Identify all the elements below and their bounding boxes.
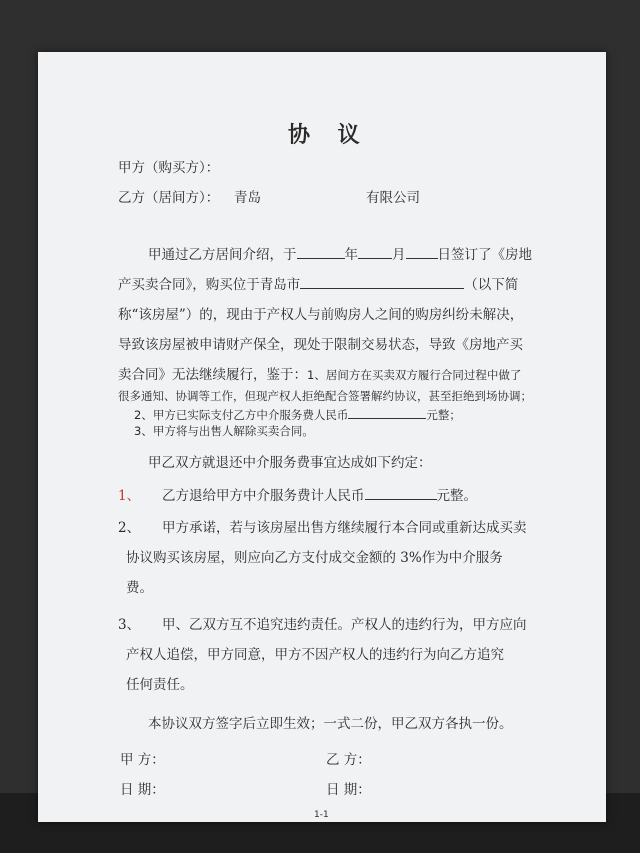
day-blank (406, 244, 438, 259)
party-b-company: 有限公司 (366, 190, 420, 206)
p1-line1 (148, 243, 532, 263)
p1-line3: 称“该房屋”）的，现由于产权人与前购房人之间的购房纠纷未解决， (118, 307, 524, 323)
clause-1-body: 乙方退给甲方中介服务费计人民币 (162, 488, 365, 504)
p1-line7-text: 2、甲方已实际支付乙方中介服务费人民币 (134, 408, 349, 422)
p1-line2-end: （以下简 (464, 277, 519, 293)
clause-2-number: 2、 (118, 520, 141, 536)
p1-line5-note: 1、居间方在买卖双方履行合同过程中做了 (307, 368, 522, 382)
fee-paid-blank (348, 406, 426, 419)
address-blank (300, 274, 464, 289)
sign-party-b: 乙 方： (326, 752, 371, 768)
clause-2-line2: 协议购买该房屋，则应向乙方支付成交金额的 3%作为中介服务 (126, 550, 503, 566)
clause-1-number: 1、 (118, 488, 141, 504)
p1-line7-end: 元整； (426, 408, 461, 422)
document-page (38, 52, 606, 822)
p1-line1-text: 甲通过乙方居间介绍，于 (148, 247, 297, 263)
p1-line8: 3、甲方将与出售人解除买卖合同。 (134, 424, 314, 438)
date-party-b: 日 期： (326, 782, 371, 798)
party-a-label: 甲方（购买方）： (118, 160, 220, 176)
clause-2-line1: 甲方承诺，若与该房屋出售方继续履行本合同或重新达成买卖 (162, 520, 527, 536)
day-label: 日签订了《房地 (437, 247, 532, 263)
p1-line6: 很多通知、协调等工作，但现产权人拒绝配合签署解约协议，甚至拒绝到场协调； (118, 389, 532, 403)
sign-party-a: 甲 方： (120, 752, 165, 768)
party-b-label: 乙方（居间方）： (118, 190, 220, 206)
page-number: 1-1 (314, 810, 329, 820)
p1-line4: 导致该房屋被申请财产保全，现处于限制交易状态，导致《房地产买 (118, 337, 523, 353)
date-party-a: 日 期： (120, 782, 165, 798)
year-label: 年 (344, 247, 358, 263)
clause-3-line3: 任何责任。 (126, 677, 194, 693)
p1-line2-text: 产买卖合同》，购买位于青岛市 (118, 277, 301, 293)
year-blank (297, 244, 345, 259)
p1-line2 (118, 273, 518, 293)
refund-blank (365, 485, 437, 500)
clause-2-line3: 费。 (126, 580, 153, 596)
effect-clause: 本协议双方签字后立即生效；一式二份，甲乙双方各执一份。 (148, 716, 513, 732)
p1-line5 (118, 363, 521, 383)
party-b-city: 青岛 (234, 190, 261, 206)
clause-1-text (162, 484, 477, 504)
month-label: 月 (392, 247, 406, 263)
clause-1-end: 元整。 (436, 488, 477, 504)
agreement-intro: 甲乙双方就退还中介服务费事宜达成如下约定： (148, 455, 432, 471)
clause-3-line2: 产权人追偿，甲方同意，甲方不因产权人的违约行为向乙方追究 (126, 647, 504, 663)
p1-line5-text: 卖合同》无法继续履行，鉴于： (118, 367, 307, 383)
clause-3-line1: 甲、乙双方互不追究违约责任。产权人的违约行为，甲方应向 (162, 617, 527, 633)
month-blank (358, 244, 392, 259)
clause-3-number: 3、 (118, 617, 141, 633)
p1-line7 (134, 406, 461, 423)
document-title: 协 议 (288, 122, 370, 148)
